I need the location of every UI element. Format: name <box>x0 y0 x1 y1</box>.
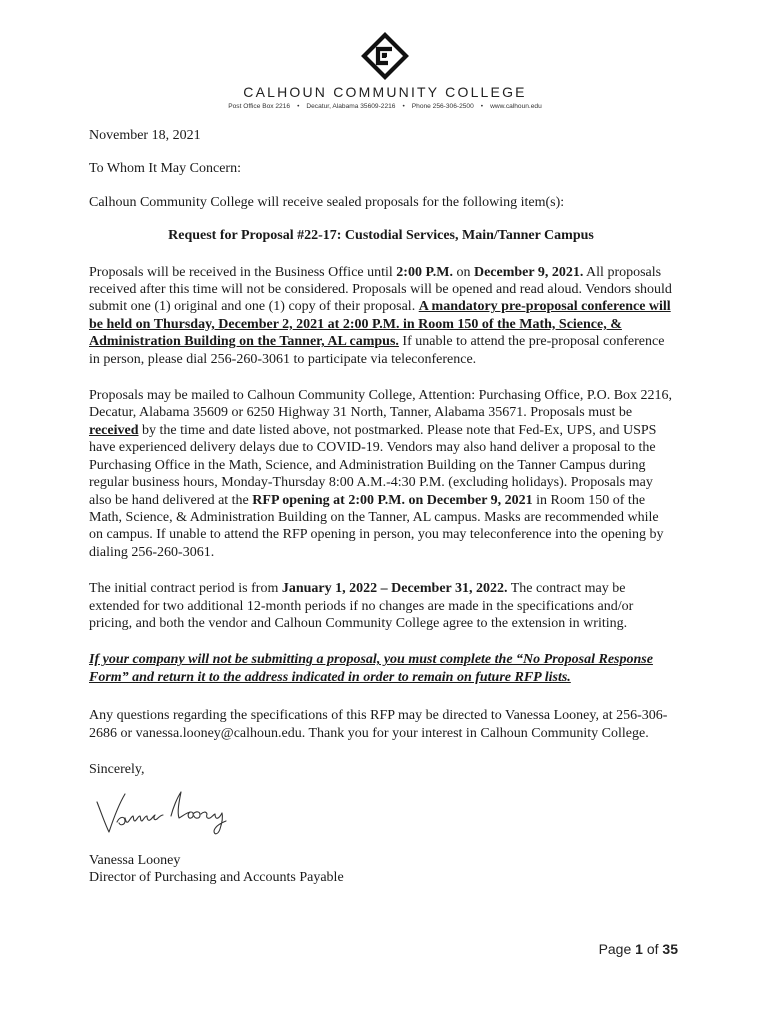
current-page: 1 <box>635 941 643 957</box>
total-pages: 35 <box>662 941 678 957</box>
calhoun-diamond-logo-icon <box>361 32 409 80</box>
deadline-paragraph: Proposals will be received in the Business Office until 2:00 P.M. on December 9, 2021. All proposals received after this time will not be considered. Proposals will be opened and read aloud. Vendors should submit one (1) original and one (1) copy of their proposal. A mandatory pre-proposal conference will be held on Thursday, December 2, 2021 at 2:00 P.M. in Room 150 of the Math, Science, & Administration Building on the Tanner, AL campus. If unable to attend the pre-proposal conference in person, please dial 256-260-3061 to participate via teleconference. <box>89 264 672 367</box>
website: www.calhoun.edu <box>490 103 542 110</box>
signer-title: Director of Purchasing and Accounts Payable <box>89 870 344 886</box>
po-box: Post Office Box 2216 <box>228 103 291 110</box>
deadline-time: 2:00 P.M. <box>396 264 453 280</box>
no-proposal-notice: If your company will not be submitting a proposal, you must complete the “No Proposal Response Form” and return it to the address indicated in order to remain on future RFP lists. <box>89 652 653 685</box>
intro-paragraph: Calhoun Community College will receive sealed proposals for the following item(s): <box>89 194 565 210</box>
contract-paragraph: The initial contract period is from January 1, 2022 – December 31, 2022. The contract may be extended for two additional 12-month periods if no changes are made in the specifications and/or pricing, and both the vendor and Calhoun Community College agree to the extension in writing. <box>89 581 634 631</box>
letter-body <box>89 127 673 887</box>
deadline-date: December 9, 2021. <box>473 264 584 280</box>
handwritten-signature-icon <box>93 782 293 844</box>
phone-number: Phone 256-306-2500 <box>411 103 474 110</box>
questions-paragraph: Any questions regarding the specifications of this RFP may be directed to Vanessa Looney, at 256-306-2686 or vanessa.looney@calhoun.edu. Thank you for your interest in Calhoun Community College. <box>89 708 668 741</box>
received-emphasis: received <box>89 422 139 438</box>
letter-date: November 18, 2021 <box>89 128 201 143</box>
city-address: Decatur, Alabama 35609-2216 <box>306 103 396 110</box>
rfp-title: Request for Proposal #22-17: Custodial Services, Main/Tanner Campus <box>168 228 594 244</box>
page-number: Page 1 of 35 <box>598 941 678 957</box>
signer-name: Vanessa Looney <box>89 852 181 868</box>
salutation: To Whom It May Concern: <box>89 161 241 177</box>
letterhead-address: Post Office Box 2216 • Decatur, Alabama 35609-2216 • Phone 256-306-2500 • www.calhoun.edu <box>228 103 542 110</box>
closing: Sincerely, <box>89 761 145 777</box>
college-name: CALHOUN COMMUNITY COLLEGE <box>243 84 527 100</box>
delivery-paragraph: Proposals may be mailed to Calhoun Community College, Attention: Purchasing Office, P.O. Box 2216, Decatur, Alabama 35609 or 6250 Highway 31 North, Tanner, Alabama 35671. Proposals must be received by the time and date listed above, not postmarked. Please note that Fed-Ex, UPS, and USPS have experienced delivery delays due to COVID-19. Vendors may also hand deliver a proposal to the Purchasing Office in the Math, Science, and Administration Building on the Tanner Campus during regular business hours, Monday-Thursday 8:00 A.M.-4:30 P.M. (excluding holidays). Proposals may also be hand delivered at the RFP opening at 2:00 P.M. on December 9, 2021 in Room 150 of the Math, Science, & Administration Building on the Tanner, AL campus. Masks are recommended while on campus. If unable to attend the RFP opening in person, you may teleconference into the opening by dialing 256-260-3061. <box>89 388 673 560</box>
mandatory-conference-notice: A mandatory pre-proposal conference will be held on Thursday, December 2, 2021 at 2:00 P.M. in Room 150 of the Math, Science, & Administration Building on the Tanner, AL campus. <box>89 299 671 350</box>
rfp-opening: RFP opening at 2:00 P.M. on December 9, 2021 <box>252 492 533 508</box>
contract-period: January 1, 2022 – December 31, 2022. <box>281 581 508 597</box>
